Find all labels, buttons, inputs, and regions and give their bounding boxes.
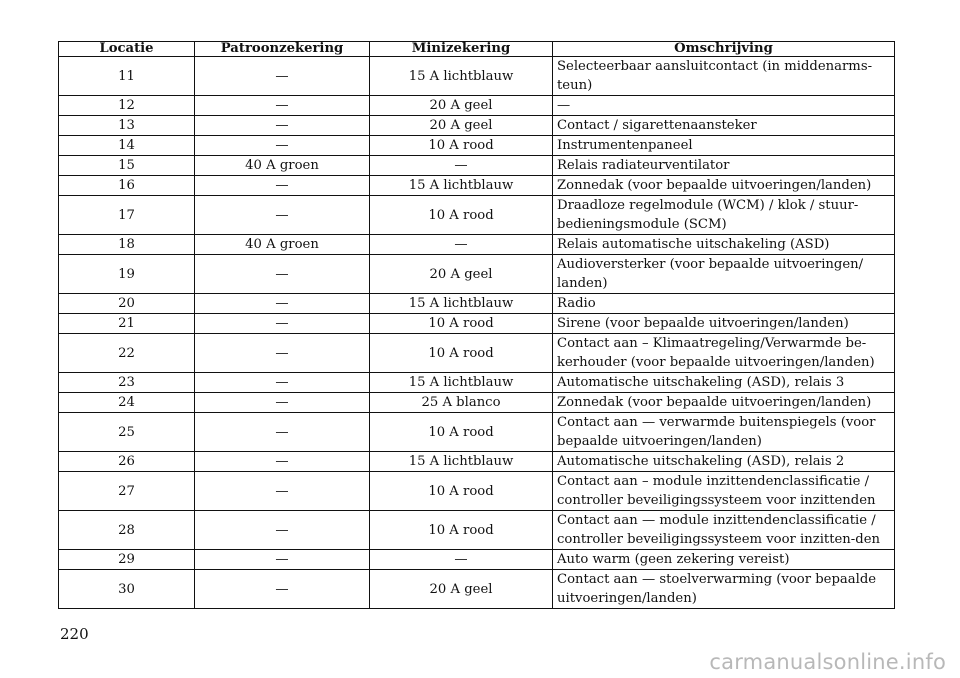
cell-location: 20 bbox=[59, 294, 195, 314]
header-location: Locatie bbox=[59, 42, 195, 57]
cell-location: 14 bbox=[59, 136, 195, 156]
cell-location: 26 bbox=[59, 452, 195, 472]
cell-cartridge-fuse: — bbox=[195, 570, 370, 609]
table-body bbox=[59, 57, 895, 609]
table-row bbox=[59, 570, 895, 609]
table-row bbox=[59, 550, 895, 570]
cell-location: 28 bbox=[59, 511, 195, 550]
cell-location: 16 bbox=[59, 176, 195, 196]
cell-mini-fuse: — bbox=[370, 235, 553, 255]
cell-location: 30 bbox=[59, 570, 195, 609]
table-row bbox=[59, 136, 895, 156]
cell-mini-fuse: 25 A blanco bbox=[370, 393, 553, 413]
cell-cartridge-fuse: — bbox=[195, 255, 370, 294]
cell-mini-fuse: 10 A rood bbox=[370, 472, 553, 511]
table-row bbox=[59, 511, 895, 550]
cell-location: 25 bbox=[59, 413, 195, 452]
cell-cartridge-fuse: — bbox=[195, 511, 370, 550]
cell-location: 19 bbox=[59, 255, 195, 294]
cell-mini-fuse: 10 A rood bbox=[370, 511, 553, 550]
table-row bbox=[59, 116, 895, 136]
cell-description: Relais automatische uitschakeling (ASD) bbox=[553, 235, 895, 255]
cell-cartridge-fuse: — bbox=[195, 116, 370, 136]
cell-mini-fuse: — bbox=[370, 550, 553, 570]
cell-cartridge-fuse: — bbox=[195, 196, 370, 235]
cell-location: 11 bbox=[59, 57, 195, 96]
table-row bbox=[59, 373, 895, 393]
cell-mini-fuse: 20 A geel bbox=[370, 570, 553, 609]
cell-mini-fuse: — bbox=[370, 156, 553, 176]
table-row bbox=[59, 196, 895, 235]
cell-location: 27 bbox=[59, 472, 195, 511]
cell-cartridge-fuse: — bbox=[195, 472, 370, 511]
cell-description: Contact aan — module inzittendenclassificatie / controller beveiligingssysteem voor inzitten-den bbox=[553, 511, 895, 550]
table-row bbox=[59, 413, 895, 452]
cell-description: Radio bbox=[553, 294, 895, 314]
cell-description: Sirene (voor bepaalde uitvoeringen/landen) bbox=[553, 314, 895, 334]
watermark: carmanualsonline.info bbox=[709, 650, 946, 674]
cell-description: Instrumentenpaneel bbox=[553, 136, 895, 156]
cell-mini-fuse: 10 A rood bbox=[370, 196, 553, 235]
cell-description: Draadloze regelmodule (WCM) / klok / stuur-bedieningsmodule (SCM) bbox=[553, 196, 895, 235]
cell-mini-fuse: 20 A geel bbox=[370, 96, 553, 116]
fuse-table bbox=[58, 41, 895, 609]
header-mini-fuse: Minizekering bbox=[370, 42, 553, 57]
cell-cartridge-fuse: — bbox=[195, 452, 370, 472]
cell-cartridge-fuse: — bbox=[195, 550, 370, 570]
cell-mini-fuse: 15 A lichtblauw bbox=[370, 294, 553, 314]
cell-mini-fuse: 10 A rood bbox=[370, 413, 553, 452]
table-row bbox=[59, 96, 895, 116]
cell-cartridge-fuse: — bbox=[195, 314, 370, 334]
table-row bbox=[59, 452, 895, 472]
cell-mini-fuse: 10 A rood bbox=[370, 314, 553, 334]
header-description: Omschrijving bbox=[553, 42, 895, 57]
table-row bbox=[59, 393, 895, 413]
cell-cartridge-fuse: 40 A groen bbox=[195, 156, 370, 176]
cell-description: Auto warm (geen zekering vereist) bbox=[553, 550, 895, 570]
cell-description: Contact aan — verwarmde buitenspiegels (voor bepaalde uitvoeringen/landen) bbox=[553, 413, 895, 452]
cell-mini-fuse: 15 A lichtblauw bbox=[370, 452, 553, 472]
cell-mini-fuse: 20 A geel bbox=[370, 255, 553, 294]
cell-description: Contact aan – Klimaatregeling/Verwarmde be-kerhouder (voor bepaalde uitvoeringen/landen) bbox=[553, 334, 895, 373]
cell-cartridge-fuse: — bbox=[195, 413, 370, 452]
cell-description: Selecteerbaar aansluitcontact (in middenarms-teun) bbox=[553, 57, 895, 96]
table-row bbox=[59, 57, 895, 96]
cell-cartridge-fuse: — bbox=[195, 176, 370, 196]
page-number: 220 bbox=[60, 625, 89, 643]
table-row bbox=[59, 294, 895, 314]
cell-cartridge-fuse: — bbox=[195, 136, 370, 156]
cell-location: 24 bbox=[59, 393, 195, 413]
cell-cartridge-fuse: — bbox=[195, 373, 370, 393]
cell-location: 23 bbox=[59, 373, 195, 393]
cell-description: Zonnedak (voor bepaalde uitvoeringen/landen) bbox=[553, 176, 895, 196]
cell-cartridge-fuse: 40 A groen bbox=[195, 235, 370, 255]
cell-description: Contact / sigarettenaansteker bbox=[553, 116, 895, 136]
cell-description: Zonnedak (voor bepaalde uitvoeringen/landen) bbox=[553, 393, 895, 413]
table-row bbox=[59, 314, 895, 334]
cell-location: 29 bbox=[59, 550, 195, 570]
cell-location: 18 bbox=[59, 235, 195, 255]
cell-mini-fuse: 15 A lichtblauw bbox=[370, 57, 553, 96]
table-header-row bbox=[59, 42, 895, 57]
cell-mini-fuse: 20 A geel bbox=[370, 116, 553, 136]
cell-cartridge-fuse: — bbox=[195, 393, 370, 413]
cell-cartridge-fuse: — bbox=[195, 96, 370, 116]
cell-description: Contact aan — stoelverwarming (voor bepaalde uitvoeringen/landen) bbox=[553, 570, 895, 609]
cell-description: Automatische uitschakeling (ASD), relais 2 bbox=[553, 452, 895, 472]
cell-cartridge-fuse: — bbox=[195, 57, 370, 96]
cell-description: Automatische uitschakeling (ASD), relais 3 bbox=[553, 373, 895, 393]
cell-cartridge-fuse: — bbox=[195, 334, 370, 373]
cell-mini-fuse: 10 A rood bbox=[370, 334, 553, 373]
cell-location: 21 bbox=[59, 314, 195, 334]
cell-location: 17 bbox=[59, 196, 195, 235]
table-row bbox=[59, 156, 895, 176]
cell-description: Audioversterker (voor bepaalde uitvoeringen/ landen) bbox=[553, 255, 895, 294]
cell-mini-fuse: 10 A rood bbox=[370, 136, 553, 156]
cell-cartridge-fuse: — bbox=[195, 294, 370, 314]
cell-description: Contact aan – module inzittendenclassificatie / controller beveiligingssysteem voor inzittenden bbox=[553, 472, 895, 511]
table-row bbox=[59, 334, 895, 373]
cell-description: Relais radiateurventilator bbox=[553, 156, 895, 176]
cell-description: — bbox=[553, 96, 895, 116]
cell-location: 12 bbox=[59, 96, 195, 116]
header-cartridge-fuse: Patroonzekering bbox=[195, 42, 370, 57]
cell-location: 22 bbox=[59, 334, 195, 373]
table-row bbox=[59, 472, 895, 511]
cell-mini-fuse: 15 A lichtblauw bbox=[370, 373, 553, 393]
cell-location: 15 bbox=[59, 156, 195, 176]
cell-mini-fuse: 15 A lichtblauw bbox=[370, 176, 553, 196]
cell-location: 13 bbox=[59, 116, 195, 136]
table-row bbox=[59, 255, 895, 294]
table-row bbox=[59, 176, 895, 196]
table-row bbox=[59, 235, 895, 255]
